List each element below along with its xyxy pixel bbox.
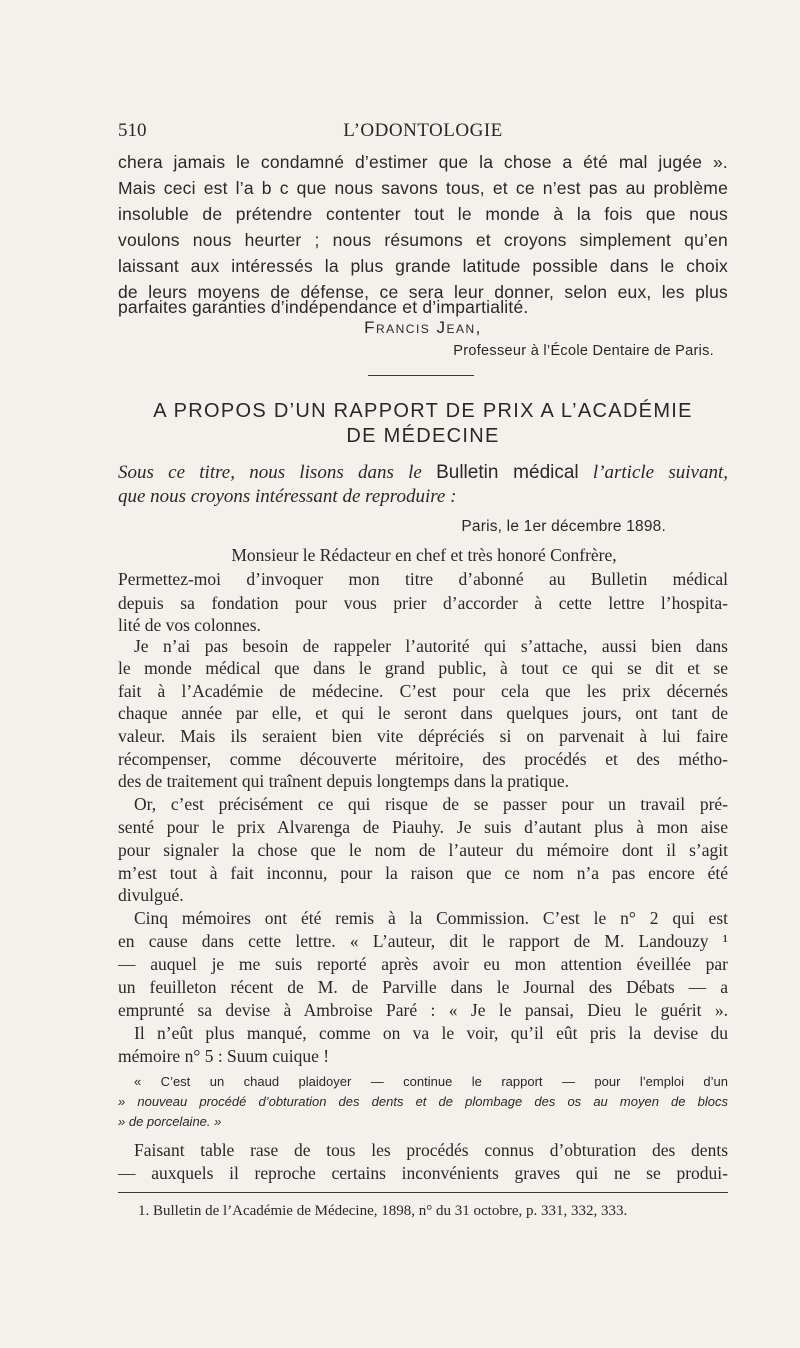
- body-line: Faisant table rase de tous les procédés connus d’obturation des dents: [134, 1140, 728, 1160]
- body-line: valeur. Mais ils seraient bien vite dépréciés si on parvenait à lui faire: [118, 726, 728, 746]
- page-header: [118, 120, 728, 144]
- body-line: Je n’ai pas besoin de rappeler l’autorité qui s’attache, aussi bien dans: [134, 636, 728, 656]
- body-line: Il n’eût plus manqué, comme on va le voir, qu’il eût pris la devise du: [134, 1023, 728, 1043]
- body-line: récompenser, comme découverte méritoire, des procédés et des métho-: [118, 749, 728, 769]
- body-line: un feuilleton récent de M. de Parville dans le Journal des Débats — a: [118, 977, 728, 997]
- body-line: Cinq mémoires ont été remis à la Commission. C’est le n° 2 qui est: [134, 908, 728, 928]
- quote-line: » nouveau procédé d’obturation des dents et de plombage des os au moyen de blocs: [118, 1094, 728, 1109]
- body-line: Or, c’est précisément ce qui risque de se passer pour un travail pré-: [134, 794, 728, 814]
- body-line: laissant aux intéressés la plus grande latitude possible dans le choix: [118, 256, 728, 276]
- body-line: en cause dans cette lettre. « L’auteur, dit le rapport de M. Landouzy ¹: [118, 931, 728, 951]
- page-number: 510: [118, 120, 147, 141]
- body-line: voulons nous heurter ; nous résumons et croyons simplement qu’en: [118, 230, 728, 250]
- body-line: senté pour le prix Alvarenga de Piauhy. Je suis d’autant plus à mon aise: [118, 817, 728, 837]
- running-title: L’ODONTOLOGIE: [343, 120, 503, 141]
- section-title: A PROPOS D’UN RAPPORT DE PRIX A L’ACADÉMIE: [153, 400, 693, 422]
- body-line: des de traitement qui traînent depuis longtemps dans la pratique.: [118, 771, 569, 791]
- body-line: m’est tout à fait inconnu, pour la raison que ce nom n’a pas encore été: [118, 863, 728, 883]
- salutation: Monsieur le Rédacteur en chef et très honoré Confrère,: [231, 545, 617, 565]
- body-line: Mais ceci est l’a b c que nous savons tous, et ce n’est pas au problème: [118, 178, 728, 198]
- footnote-rule: [118, 1192, 728, 1193]
- body-line: insoluble de prétendre contenter tout le monde à la fois que nous: [118, 204, 728, 224]
- quote-line: « C’est un chaud plaidoyer — continue le rapport — pour l’emploi d’un: [134, 1074, 728, 1089]
- body-line: Permettez-moi d’invoquer mon titre d’abonné au Bulletin médical: [118, 569, 728, 589]
- author-affiliation: Professeur à l’École Dentaire de Paris.: [453, 343, 714, 359]
- dateline: Paris, le 1er décembre 1898.: [461, 518, 666, 535]
- intro-journal: Bulletin médical: [436, 462, 579, 483]
- quote-line: » de porcelaine. »: [118, 1114, 222, 1129]
- body-line: — auxquels il reproche certains inconvénients graves qui ne se produi-: [118, 1163, 728, 1183]
- author-signature: Francis Jean,: [364, 318, 482, 337]
- body-line: emprunté sa devise à Ambroise Paré : « Je le pansai, Dieu le guérit ».: [118, 1000, 728, 1020]
- body-line: parfaites garanties d’indépendance et d’impartialité.: [118, 297, 529, 317]
- body-line: le monde médical que dans le grand public, à tout ce qui se dit et se: [118, 658, 728, 678]
- body-line: chera jamais le condamné d’estimer que la chose a été mal jugée ».: [118, 152, 728, 172]
- body-line: fait à l’Académie de médecine. C’est pour cela que les prix décernés: [118, 681, 728, 701]
- body-line: lité de vos colonnes.: [118, 615, 261, 635]
- body-line: — auquel je me suis reporté après avoir eu mon attention éveillée par: [118, 954, 728, 974]
- body-line: pour signaler la chose que le nom de l’auteur du mémoire dont il s’agit: [118, 840, 728, 860]
- body-line: depuis sa fondation pour vous prier d’accorder à cette lettre l’hospita-: [118, 593, 728, 613]
- intro-line: que nous croyons intéressant de reproduire :: [118, 486, 457, 507]
- intro-text: Sous ce titre, nous lisons dans le: [118, 462, 437, 483]
- body-line: de leurs moyens de défense, ce sera leur donner, selon eux, les plus: [118, 282, 728, 302]
- footnote: 1. Bulletin de l’Académie de Médecine, 1898, n° du 31 octobre, p. 331, 332, 333.: [138, 1203, 628, 1219]
- body-line: divulgué.: [118, 885, 184, 905]
- section-title: DE MÉDECINE: [346, 425, 500, 447]
- body-line: mémoire n° 5 : Suum cuique !: [118, 1046, 330, 1066]
- section-divider: [368, 375, 474, 376]
- body-line: chaque année par elle, et qui le seront dans quelques jours, ont tant de: [118, 703, 728, 723]
- intro-text: l’article suivant,: [578, 462, 728, 483]
- intro-line: [118, 462, 728, 484]
